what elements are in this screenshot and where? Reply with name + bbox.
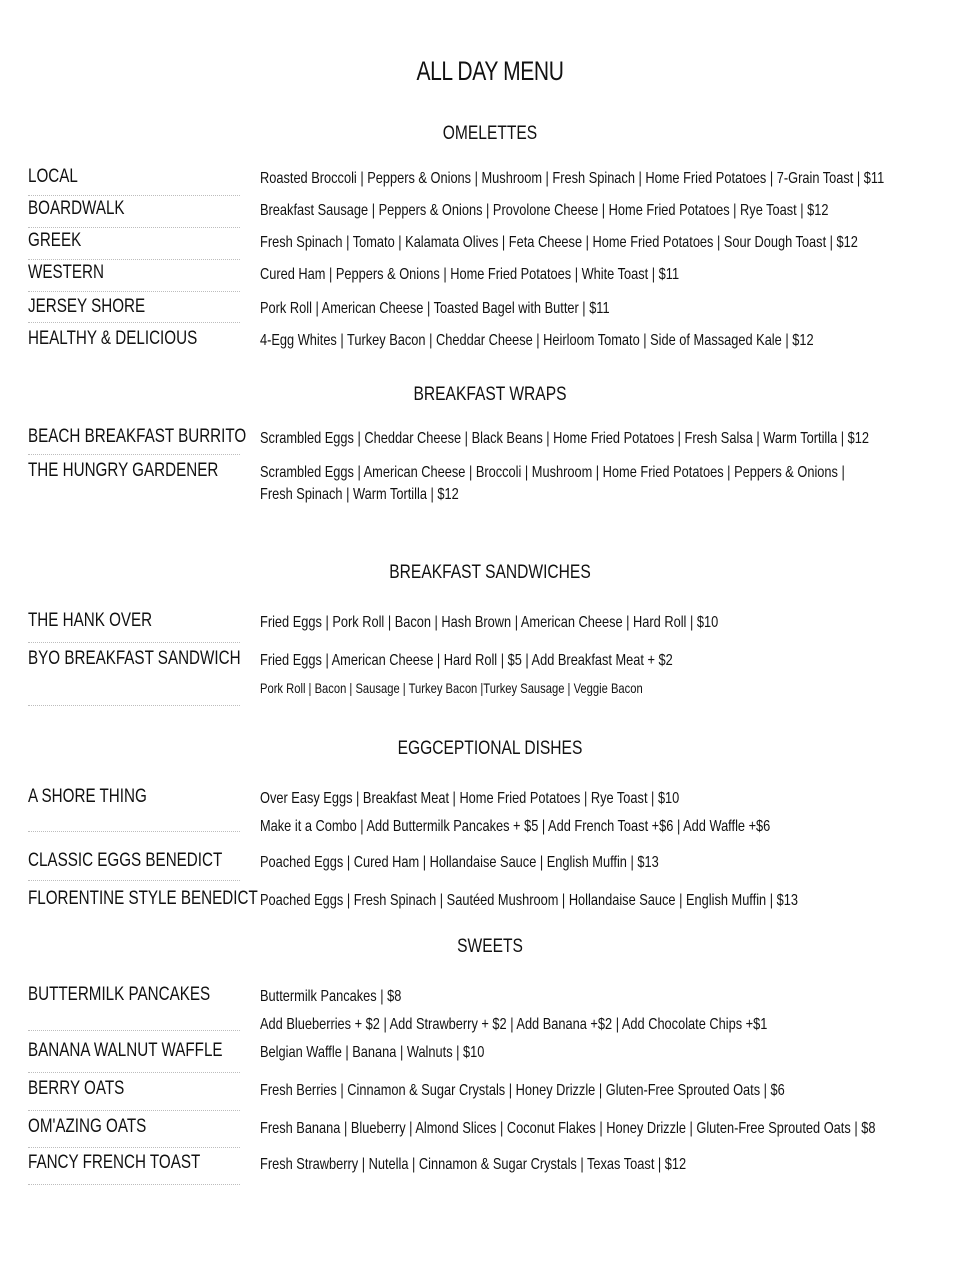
item-name: BERRY OATS (28, 1078, 125, 1099)
item-name: OM'AZING OATS (28, 1116, 147, 1137)
item-name: LOCAL (28, 166, 78, 187)
dotted-divider (28, 454, 240, 455)
item-description: Pork Roll | American Cheese | Toasted Bagel with Butter | $11 (260, 300, 610, 317)
dotted-divider (28, 1184, 240, 1185)
dotted-divider (28, 880, 240, 881)
item-description: Fresh Spinach | Warm Tortilla | $12 (260, 486, 459, 503)
item-description: 4-Egg Whites | Turkey Bacon | Cheddar Cheese | Heirloom Tomato | Side of Massaged Kale | $12 (260, 332, 814, 349)
dotted-divider (28, 259, 240, 260)
item-description: Fried Eggs | American Cheese | Hard Roll | $5 | Add Breakfast Meat + $2 (260, 652, 673, 669)
item-description: Poached Eggs | Cured Ham | Hollandaise Sauce | English Muffin | $13 (260, 854, 659, 871)
section-heading-eggceptional-dishes: EGGCEPTIONAL DISHES (397, 738, 583, 759)
item-name: BANANA WALNUT WAFFLE (28, 1040, 223, 1061)
dotted-divider (28, 705, 240, 706)
item-name: BUTTERMILK PANCAKES (28, 984, 211, 1005)
item-description: Over Easy Eggs | Breakfast Meat | Home Fried Potatoes | Rye Toast | $10 (260, 790, 680, 807)
item-description-addons: Make it a Combo | Add Buttermilk Pancakes + $5 | Add French Toast +$6 | Add Waffle +$6 (260, 818, 771, 835)
item-name: THE HUNGRY GARDENER (28, 460, 219, 481)
item-name: WESTERN (28, 262, 104, 283)
item-description-addons: Add Blueberries + $2 | Add Strawberry + $2 | Add Banana +$2 | Add Chocolate Chips +$1 (260, 1016, 768, 1033)
item-description: Fresh Spinach | Tomato | Kalamata Olives | Feta Cheese | Home Fried Potatoes | Sour Dough Toast | $12 (260, 234, 858, 251)
dotted-divider (28, 291, 240, 292)
item-name: BEACH BREAKFAST BURRITO (28, 426, 247, 447)
menu-title: ALL DAY MENU (416, 56, 564, 86)
item-description: Fresh Berries | Cinnamon & Sugar Crystals | Honey Drizzle | Gluten-Free Sprouted Oats | $6 (260, 1082, 785, 1099)
item-description: Scrambled Eggs | Cheddar Cheese | Black Beans | Home Fried Potatoes | Fresh Salsa | Warm Tortilla | $12 (260, 430, 870, 447)
item-name: JERSEY SHORE (28, 296, 146, 317)
dotted-divider (28, 322, 240, 323)
item-name: FANCY FRENCH TOAST (28, 1152, 201, 1173)
item-name: HEALTHY & DELICIOUS (28, 328, 198, 349)
dotted-divider (28, 831, 240, 832)
item-description: Fried Eggs | Pork Roll | Bacon | Hash Brown | American Cheese | Hard Roll | $10 (260, 614, 719, 631)
item-description-addons: Pork Roll | Bacon | Sausage | Turkey Bacon |Turkey Sausage | Veggie Bacon (260, 680, 643, 696)
item-description: Belgian Waffle | Banana | Walnuts | $10 (260, 1044, 485, 1061)
dotted-divider (28, 642, 240, 643)
section-heading-omelettes: OMELETTES (442, 123, 538, 144)
dotted-divider (28, 1030, 240, 1031)
section-heading-breakfast-sandwiches: BREAKFAST SANDWICHES (389, 562, 591, 583)
dotted-divider (28, 195, 240, 196)
section-heading-sweets: SWEETS (457, 936, 523, 957)
item-description: Roasted Broccoli | Peppers & Onions | Mushroom | Fresh Spinach | Home Fried Potatoes | 7-Grain Toast | $11 (260, 170, 885, 187)
item-name: CLASSIC EGGS BENEDICT (28, 850, 223, 871)
item-description: Fresh Strawberry | Nutella | Cinnamon & Sugar Crystals | Texas Toast | $12 (260, 1156, 687, 1173)
item-name: FLORENTINE STYLE BENEDICT (28, 888, 258, 909)
dotted-divider (28, 227, 240, 228)
item-description: Breakfast Sausage | Peppers & Onions | Provolone Cheese | Home Fried Potatoes | Rye Toast | $12 (260, 202, 829, 219)
item-name: GREEK (28, 230, 82, 251)
item-name: A SHORE THING (28, 786, 147, 807)
dotted-divider (28, 1072, 240, 1073)
item-description: Buttermilk Pancakes | $8 (260, 988, 402, 1005)
item-description: Scrambled Eggs | American Cheese | Broccoli | Mushroom | Home Fried Potatoes | Peppers & Onions | (260, 464, 845, 481)
dotted-divider (28, 1110, 240, 1111)
item-name: BYO BREAKFAST SANDWICH (28, 648, 241, 669)
item-description: Cured Ham | Peppers & Onions | Home Fried Potatoes | White Toast | $11 (260, 266, 680, 283)
item-name: BOARDWALK (28, 198, 125, 219)
dotted-divider (28, 1147, 240, 1148)
item-description: Fresh Banana | Blueberry | Almond Slices | Coconut Flakes | Honey Drizzle | Gluten-Free Sprouted Oats | $8 (260, 1120, 876, 1137)
section-heading-breakfast-wraps: BREAKFAST WRAPS (413, 384, 567, 405)
item-name: THE HANK OVER (28, 610, 153, 631)
item-description: Poached Eggs | Fresh Spinach | Sautéed Mushroom | Hollandaise Sauce | English Muffin | $13 (260, 892, 798, 909)
